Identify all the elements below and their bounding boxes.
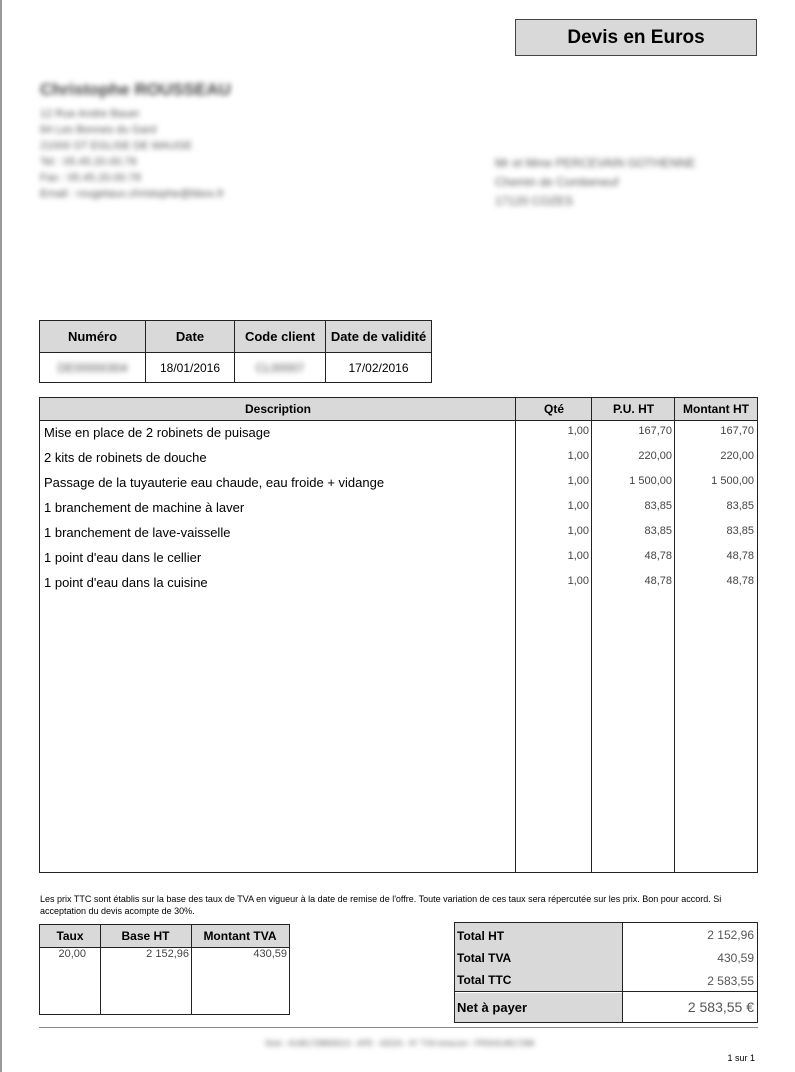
total-tva-label: Total TVA bbox=[455, 945, 622, 967]
total-ht-label: Total HT bbox=[455, 923, 622, 945]
row-description: 2 kits de robinets de douche bbox=[44, 450, 207, 465]
vat-header-amount: Montant TVA bbox=[191, 925, 289, 948]
ref-header-validity: Date de validité bbox=[326, 321, 432, 353]
row-amount: 1 500,00 bbox=[711, 475, 754, 487]
sender-address-line: 12 Rue Andre Bauer bbox=[40, 108, 140, 120]
row-qty: 1,00 bbox=[567, 550, 589, 562]
row-unit-price: 48,78 bbox=[644, 550, 672, 562]
table-row bbox=[40, 422, 757, 447]
row-description: Passage de la tuyauterie eau chaude, eau froide + vidange bbox=[44, 475, 385, 490]
row-unit-price: 1 500,00 bbox=[629, 475, 672, 487]
ref-client-code: CL00007 bbox=[235, 353, 326, 383]
column-divider bbox=[191, 925, 192, 1014]
ref-header-date: Date bbox=[146, 321, 235, 353]
row-qty: 1,00 bbox=[567, 525, 589, 537]
header-qty: Qté bbox=[543, 402, 564, 416]
sender-address-line: 21000 ST EGLISE DE MAUGE bbox=[40, 140, 193, 152]
document-title: Devis en Euros bbox=[515, 19, 757, 56]
row-qty: 1,00 bbox=[567, 500, 589, 512]
page-edge bbox=[0, 0, 2, 1072]
totals-box bbox=[454, 922, 758, 1023]
recipient-line: Mr et Mme PERCEVAIN GOTHENNE bbox=[495, 156, 696, 170]
header-description: Description bbox=[244, 402, 311, 416]
totals-divider bbox=[455, 991, 757, 992]
table-row bbox=[40, 472, 757, 497]
row-qty: 1,00 bbox=[567, 575, 589, 587]
table-row bbox=[40, 522, 757, 547]
total-tva-value: 430,59 bbox=[717, 951, 754, 965]
sender-phone: Tel : 05.45.20.00.78 bbox=[40, 156, 137, 168]
vat-notice: Les prix TTC sont établis sur la base des taux de TVA en vigueur à la date de remise de l'offre. Toute variation de ces taux sera répercutée sur les prix. Bon pour accord. Si acceptation du devis acompte de 30%. bbox=[40, 894, 722, 916]
row-description: 1 point d'eau dans le cellier bbox=[44, 550, 202, 565]
sender-block bbox=[40, 80, 300, 202]
row-qty: 1,00 bbox=[567, 475, 589, 487]
legal-footer: Siret : 41481728800013 - APE : 4322A - N° TVA intracom : FR50414817288 bbox=[264, 1039, 535, 1048]
row-unit-price: 48,78 bbox=[644, 575, 672, 587]
recipient-block bbox=[495, 154, 755, 211]
row-amount: 167,70 bbox=[720, 425, 754, 437]
page-number: 1 sur 1 bbox=[727, 1053, 755, 1063]
row-amount: 83,85 bbox=[726, 500, 754, 512]
total-ttc-label: Total TTC bbox=[455, 967, 622, 991]
sender-name: Christophe ROUSSEAU bbox=[40, 80, 231, 99]
table-row bbox=[40, 547, 757, 572]
row-amount: 83,85 bbox=[726, 525, 754, 537]
table-row bbox=[40, 497, 757, 522]
row-unit-price: 167,70 bbox=[638, 425, 672, 437]
vat-rate: 20,00 bbox=[58, 948, 86, 960]
recipient-line: 17120 COZES bbox=[495, 194, 574, 208]
row-description: 1 point d'eau dans la cuisine bbox=[44, 575, 208, 590]
line-items-table bbox=[39, 397, 758, 873]
net-label: Net à payer bbox=[455, 993, 622, 1022]
vat-amount: 430,59 bbox=[253, 948, 287, 960]
reference-table bbox=[39, 320, 432, 383]
ref-header-client-code: Code client bbox=[235, 321, 326, 353]
header-amount: Montant HT bbox=[683, 402, 749, 416]
row-amount: 48,78 bbox=[726, 575, 754, 587]
sender-address-line: 84 Les Bonnes du Gard bbox=[40, 124, 157, 136]
recipient-line: Chemin de Combeneuf bbox=[495, 175, 619, 189]
row-unit-price: 220,00 bbox=[638, 450, 672, 462]
total-ht-value: 2 152,96 bbox=[707, 928, 754, 942]
header-unit-price: P.U. HT bbox=[612, 402, 655, 416]
vat-header-rate: Taux bbox=[40, 925, 100, 948]
net-value: 2 583,55 € bbox=[687, 999, 754, 1015]
footer-divider bbox=[39, 1027, 758, 1028]
total-ttc-value: 2 583,55 bbox=[707, 974, 754, 988]
ref-date: 18/01/2016 bbox=[146, 353, 235, 383]
vat-header-base: Base HT bbox=[100, 925, 191, 948]
sender-fax: Fax : 05.45.20.00.78 bbox=[40, 172, 141, 184]
line-items-header bbox=[40, 398, 757, 421]
row-amount: 220,00 bbox=[720, 450, 754, 462]
vat-breakdown-table bbox=[39, 924, 290, 1015]
row-qty: 1,00 bbox=[567, 425, 589, 437]
row-unit-price: 83,85 bbox=[644, 525, 672, 537]
row-unit-price: 83,85 bbox=[644, 500, 672, 512]
ref-validity-date: 17/02/2016 bbox=[326, 353, 432, 383]
ref-number: DE00000304 bbox=[40, 353, 146, 383]
table-row bbox=[40, 572, 757, 597]
column-divider bbox=[100, 925, 101, 1014]
row-amount: 48,78 bbox=[726, 550, 754, 562]
ref-header-number: Numéro bbox=[40, 321, 146, 353]
table-row bbox=[40, 447, 757, 472]
row-qty: 1,00 bbox=[567, 450, 589, 462]
vat-base: 2 152,96 bbox=[146, 948, 189, 960]
column-divider bbox=[622, 923, 623, 1022]
sender-email: Email : rougetaux.christophe@bbox.fr bbox=[40, 188, 225, 200]
row-description: Mise en place de 2 robinets de puisage bbox=[44, 425, 271, 440]
row-description: 1 branchement de lave-vaisselle bbox=[44, 525, 231, 540]
row-description: 1 branchement de machine à laver bbox=[44, 500, 245, 515]
